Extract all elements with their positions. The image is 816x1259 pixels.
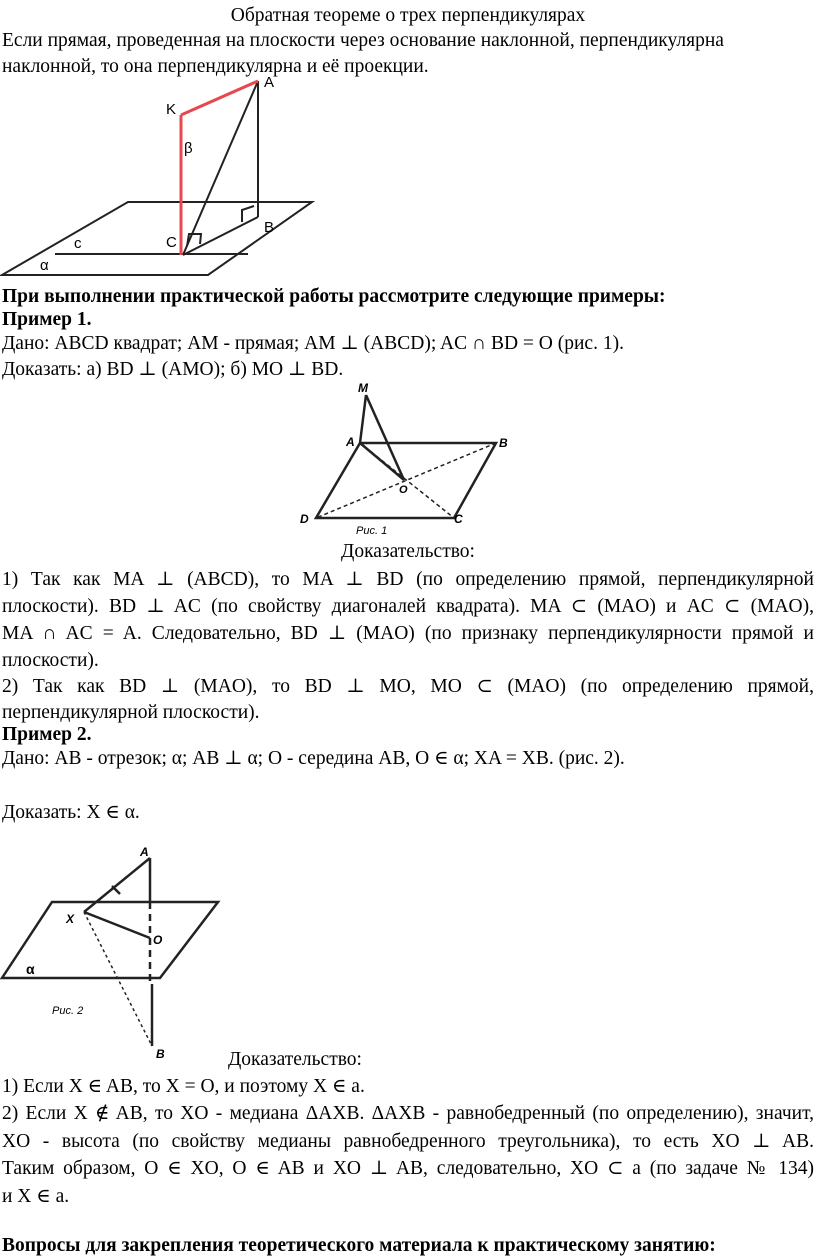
questions-heading: Вопросы для закрепления теоретического материала к практическому занятию: — [2, 1235, 716, 1256]
label-M: M — [358, 381, 368, 395]
segment-XA — [84, 858, 150, 912]
page-title: Обратная теореме о трех перпендикулярах — [230, 5, 586, 26]
example2-proof-line-5: и X ∈ a. — [2, 1186, 70, 1207]
label-X: X — [66, 912, 75, 926]
example2-proof-heading: Доказательство: — [228, 1049, 362, 1070]
example2-prove: Доказать: X ∈ α. — [2, 802, 140, 823]
label-alpha: α — [26, 961, 35, 977]
segment-CA — [183, 81, 258, 255]
example1-heading: Пример 1. — [2, 309, 92, 330]
example2-proof-line-2: 2) Если X ∉ AB, то XO - медиана ΔAXB. ΔAXB - равнобедренный (по определению), значит, — [2, 1103, 814, 1124]
caption-fig2: Рис. 2 — [52, 1005, 84, 1017]
example1-proof-line-1: 1) Так как MA ⊥ (ABCD), то MA ⊥ BD (по определению прямой, перпендикулярной — [2, 569, 814, 590]
theorem-figure — [0, 74, 300, 279]
example2-given: Дано: AB - отрезок; α; AB ⊥ α; O - середина AB, O ∈ α; XA = XB. (рис. 2). — [2, 748, 625, 769]
example2-heading: Пример 2. — [2, 724, 92, 745]
label-D: D — [300, 512, 309, 526]
figure-2 — [0, 838, 230, 1068]
example2-proof-line-4: Таким образом, O ∈ XO, O ∈ AB и XO ⊥ AB, следовательно, XO ⊂ a (по задаче № 134) — [2, 1158, 814, 1179]
label-A: A — [140, 845, 149, 859]
label-B: B — [264, 219, 275, 236]
theorem-line-2: наклонной, то она перпендикулярна и её проекции. — [2, 56, 429, 77]
segment-MO — [366, 395, 404, 480]
label-c: c — [74, 235, 82, 252]
label-A: A — [346, 435, 355, 449]
label-C: C — [454, 512, 463, 526]
label-B: B — [156, 1047, 165, 1061]
example2-proof-line-3: XO - высота (по свойству медианы равнобедренного треугольника), то есть XO ⊥ AB. — [2, 1131, 814, 1152]
intro-heading: При выполнении практической работы рассмотрите следующие примеры: — [2, 286, 666, 307]
example2-proof-line-1: 1) Если X ∈ AB, то X = O, и поэтому X ∈ a. — [2, 1076, 365, 1097]
label-K: K — [166, 101, 177, 118]
segment-AM — [360, 395, 366, 443]
label-C: C — [166, 234, 177, 251]
example1-proof-line-5: 2) Так как BD ⊥ (MAO), то BD ⊥ MO, MO ⊂ (MAO) (по определению прямой, — [2, 676, 814, 697]
example1-proof-line-3: MA ∩ AC = A. Следовательно, BD ⊥ (MAO) (по признаку перпендикулярности прямой и — [2, 623, 814, 644]
figure-1 — [296, 380, 526, 540]
label-O: O — [153, 933, 163, 947]
example1-proof-line-2: плоскости). BD ⊥ AC (по свойству диагоналей квадрата). MA ⊂ (MAO) и AC ⊂ (MAO), — [2, 596, 814, 617]
example1-proof-line-4: плоскости). — [2, 650, 99, 671]
caption-fig1: Рис. 1 — [356, 525, 388, 537]
label-O: O — [399, 484, 408, 496]
example1-proof-heading: Доказательство: — [341, 541, 475, 562]
segment-XO — [84, 912, 150, 938]
label-A: A — [264, 74, 275, 91]
label-B: B — [499, 436, 508, 450]
segment-foot-B — [183, 217, 258, 255]
example1-proof-line-6: перпендикулярной плоскости). — [2, 702, 260, 723]
example1-prove: Доказать: а) BD ⊥ (AMO); б) MO ⊥ BD. — [2, 359, 344, 380]
label-beta: β — [184, 140, 193, 157]
example1-given: Дано: ABCD квадрат; AM - прямая; AM ⊥ (ABCD); AC ∩ BD = O (рис. 1). — [2, 333, 624, 354]
theorem-line-1: Если прямая, проведенная на плоскости через основание наклонной, перпендикулярна — [2, 30, 724, 51]
label-alpha: α — [40, 257, 49, 274]
